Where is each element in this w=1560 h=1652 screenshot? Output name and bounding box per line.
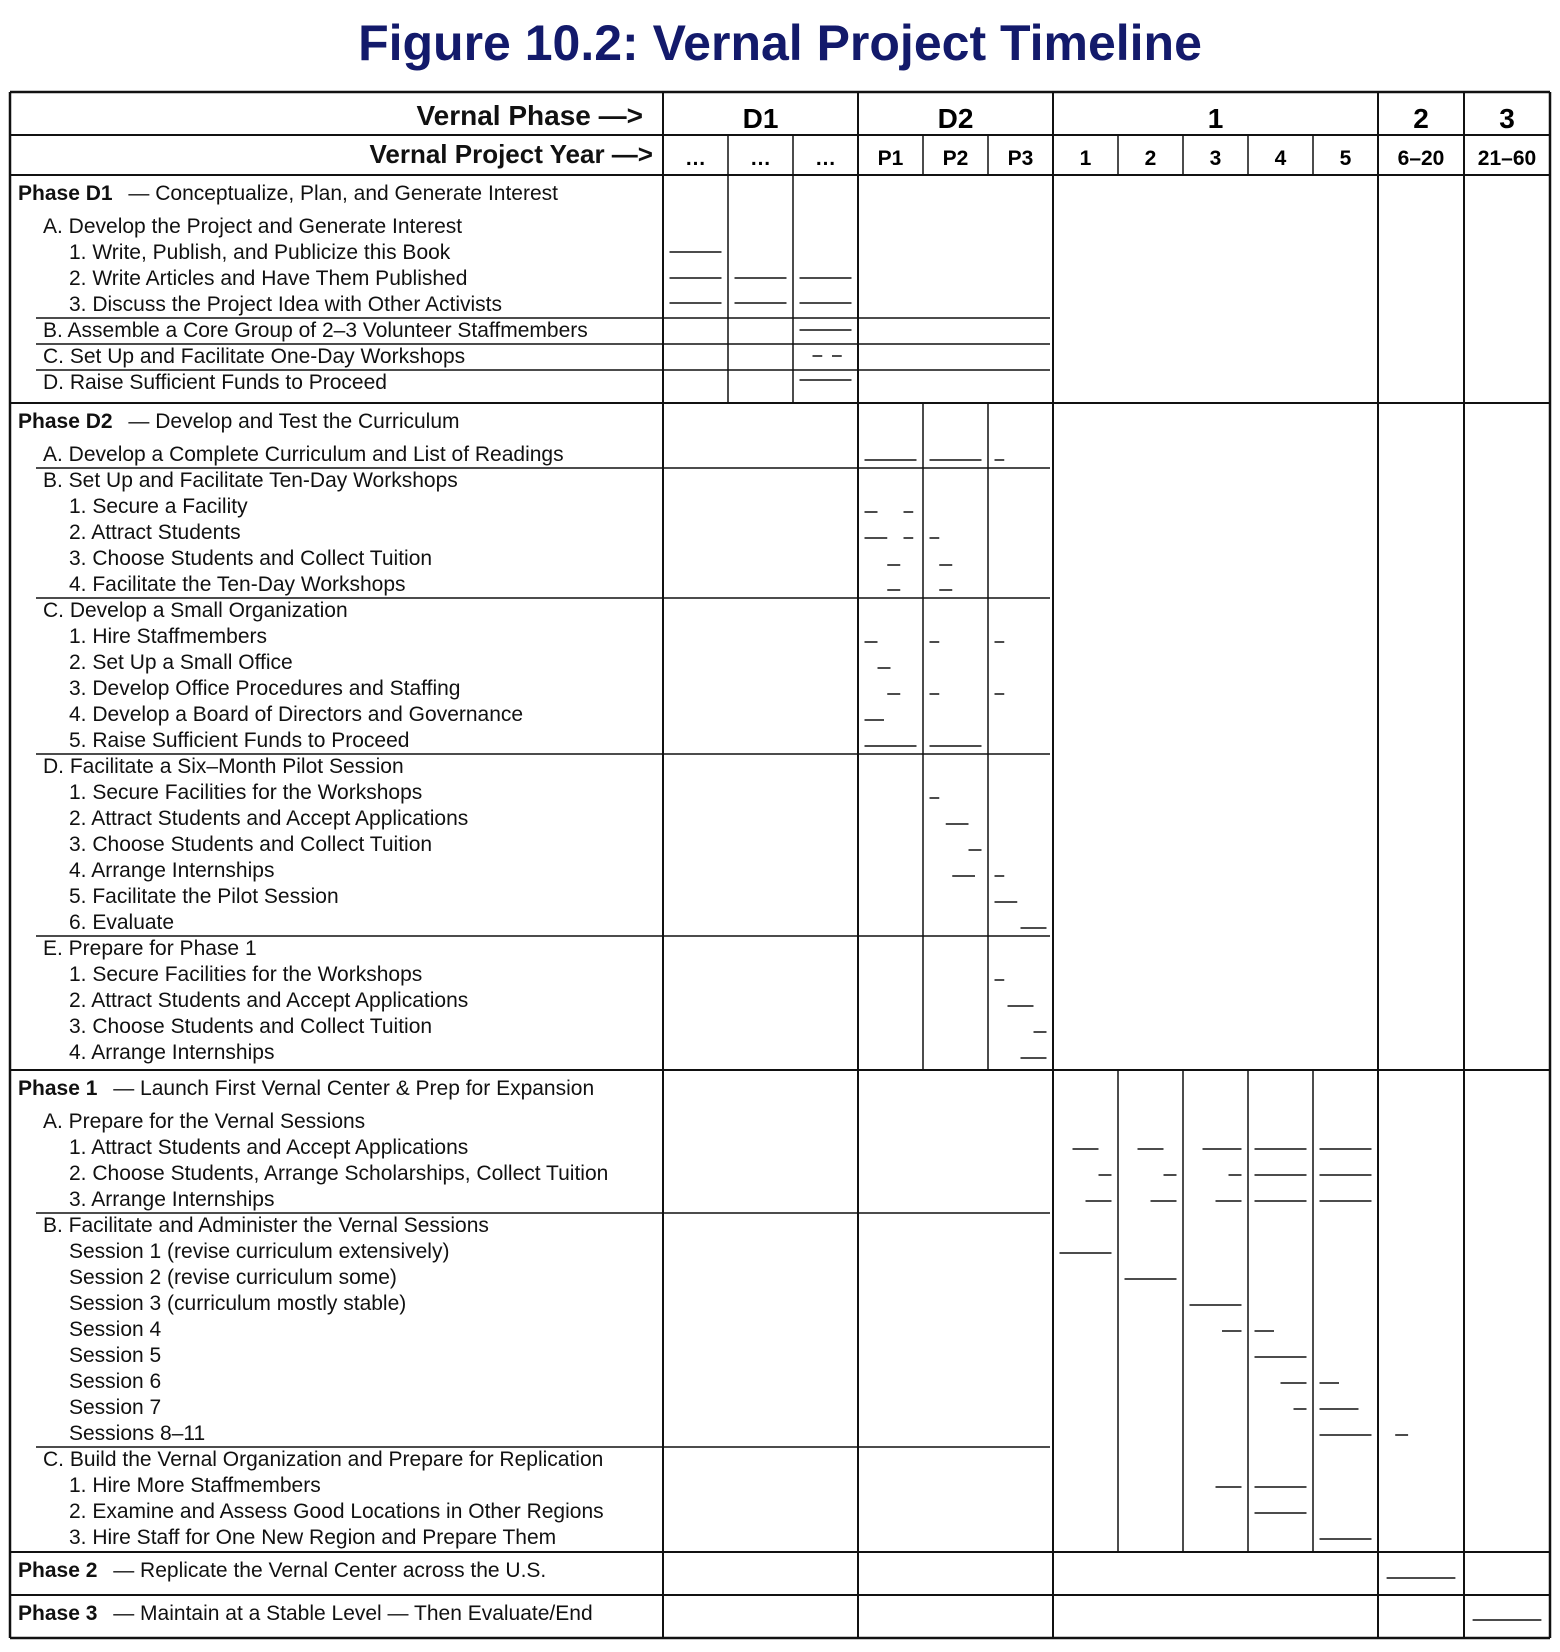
phase-label: Phase 2 bbox=[18, 1559, 98, 1582]
year-column-header: 3 bbox=[1209, 147, 1222, 170]
task-label: 2. Choose Students, Arrange Scholarships, Collect Tuition bbox=[69, 1162, 609, 1185]
year-column-header: … bbox=[750, 147, 771, 170]
year-column-header: P2 bbox=[942, 147, 969, 170]
task-label: 2. Write Articles and Have Them Published bbox=[69, 267, 468, 290]
year-column-header: P3 bbox=[1007, 147, 1034, 170]
year-column-header: 5 bbox=[1339, 147, 1352, 170]
task-label: 3. Discuss the Project Idea with Other Activists bbox=[69, 293, 503, 316]
phase-description: — Develop and Test the Curriculum bbox=[122, 410, 460, 433]
task-label: 5. Raise Sufficient Funds to Proceed bbox=[69, 729, 410, 752]
section-label: A. Develop a Complete Curriculum and List of Readings bbox=[43, 443, 564, 466]
year-column-header: P1 bbox=[877, 147, 904, 170]
task-label: 3. Choose Students and Collect Tuition bbox=[69, 547, 433, 570]
task-label: 1. Hire More Staffmembers bbox=[69, 1474, 321, 1497]
section-label: A. Develop the Project and Generate Interest bbox=[43, 215, 463, 238]
task-label: Session 2 (revise curriculum some) bbox=[69, 1266, 397, 1289]
task-label: 2. Set Up a Small Office bbox=[69, 651, 293, 674]
task-label: 2. Attract Students bbox=[69, 521, 241, 544]
phase-description: — Conceptualize, Plan, and Generate Interest bbox=[122, 182, 558, 205]
task-label: Sessions 8–11 bbox=[69, 1422, 206, 1445]
section-label: B. Facilitate and Administer the Vernal Sessions bbox=[43, 1214, 489, 1237]
section-label: E. Prepare for Phase 1 bbox=[43, 937, 257, 960]
phase-label: Phase 3 bbox=[18, 1602, 98, 1625]
phase-group-header: D2 bbox=[937, 103, 974, 134]
figure-title: Figure 10.2: Vernal Project Timeline bbox=[358, 15, 1202, 71]
task-label: 6. Evaluate bbox=[69, 911, 175, 934]
task-label: Session 1 (revise curriculum extensively) bbox=[69, 1240, 450, 1263]
phase-description: — Maintain at a Stable Level — Then Evaluate/End bbox=[107, 1602, 593, 1625]
phase-heading bbox=[18, 1601, 593, 1627]
task-label: 1. Hire Staffmembers bbox=[69, 625, 268, 648]
phase-label: Phase D1 bbox=[18, 182, 113, 205]
section-label: D. Raise Sufficient Funds to Proceed bbox=[43, 371, 387, 394]
task-label: Session 6 bbox=[69, 1370, 162, 1393]
year-column-header: … bbox=[685, 147, 706, 170]
section-label: D. Facilitate a Six–Month Pilot Session bbox=[43, 755, 404, 778]
year-column-header: 4 bbox=[1274, 147, 1287, 170]
task-label: 4. Develop a Board of Directors and Governance bbox=[69, 703, 524, 726]
task-label: 2. Examine and Assess Good Locations in Other Regions bbox=[69, 1500, 604, 1523]
phase-heading bbox=[18, 181, 558, 207]
task-label: 1. Write, Publish, and Publicize this Book bbox=[69, 241, 451, 264]
task-label: 3. Hire Staff for One New Region and Prepare Them bbox=[69, 1526, 557, 1549]
phase-heading bbox=[18, 409, 460, 435]
task-label: 3. Choose Students and Collect Tuition bbox=[69, 1015, 433, 1038]
phase-description: — Launch First Vernal Center & Prep for Expansion bbox=[107, 1077, 595, 1100]
task-label: 1. Secure Facilities for the Workshops bbox=[69, 963, 423, 986]
section-label: C. Set Up and Facilitate One-Day Workshops bbox=[43, 345, 466, 368]
year-column-header: 21–60 bbox=[1477, 147, 1537, 170]
phase-row-label: Vernal Phase —> bbox=[416, 100, 643, 131]
year-column-header: … bbox=[815, 147, 836, 170]
phase-group-header: 3 bbox=[1499, 103, 1515, 134]
section-label: B. Set Up and Facilitate Ten-Day Workshops bbox=[43, 469, 458, 492]
section-label: B. Assemble a Core Group of 2–3 Volunteer Staffmembers bbox=[43, 319, 588, 342]
task-label: Session 3 (curriculum mostly stable) bbox=[69, 1292, 407, 1315]
phase-label: Phase D2 bbox=[18, 410, 113, 433]
year-column-header: 1 bbox=[1079, 147, 1092, 170]
task-label: 4. Arrange Internships bbox=[69, 859, 275, 882]
year-column-header: 2 bbox=[1144, 147, 1157, 170]
task-label: Session 7 bbox=[69, 1396, 162, 1419]
year-column-header: 6–20 bbox=[1397, 147, 1445, 170]
task-label: 3. Arrange Internships bbox=[69, 1188, 275, 1211]
task-label: 4. Arrange Internships bbox=[69, 1041, 275, 1064]
task-label: Session 4 bbox=[69, 1318, 162, 1341]
task-label: 2. Attract Students and Accept Applications bbox=[69, 807, 469, 830]
task-label: 1. Secure a Facility bbox=[69, 495, 248, 518]
section-label: C. Build the Vernal Organization and Prepare for Replication bbox=[43, 1448, 604, 1471]
phase-description: — Replicate the Vernal Center across the U.S. bbox=[107, 1559, 547, 1582]
task-label: 1. Attract Students and Accept Applications bbox=[69, 1136, 469, 1159]
phase-label: Phase 1 bbox=[18, 1077, 98, 1100]
phase-group-header: 1 bbox=[1207, 103, 1224, 134]
section-label: A. Prepare for the Vernal Sessions bbox=[43, 1110, 366, 1133]
phase-heading bbox=[18, 1076, 594, 1102]
task-label: 3. Develop Office Procedures and Staffing bbox=[69, 677, 461, 700]
task-label: Session 5 bbox=[69, 1344, 162, 1367]
task-label: 1. Secure Facilities for the Workshops bbox=[69, 781, 423, 804]
phase-heading bbox=[18, 1558, 546, 1584]
phase-group-header: D1 bbox=[742, 103, 779, 134]
task-label: 2. Attract Students and Accept Applications bbox=[69, 989, 469, 1012]
year-row-label: Vernal Project Year —> bbox=[369, 139, 653, 169]
task-label: 5. Facilitate the Pilot Session bbox=[69, 885, 339, 908]
task-label: 3. Choose Students and Collect Tuition bbox=[69, 833, 433, 856]
task-label: 4. Facilitate the Ten-Day Workshops bbox=[69, 573, 406, 596]
section-label: C. Develop a Small Organization bbox=[43, 599, 348, 622]
phase-group-header: 2 bbox=[1413, 103, 1429, 134]
